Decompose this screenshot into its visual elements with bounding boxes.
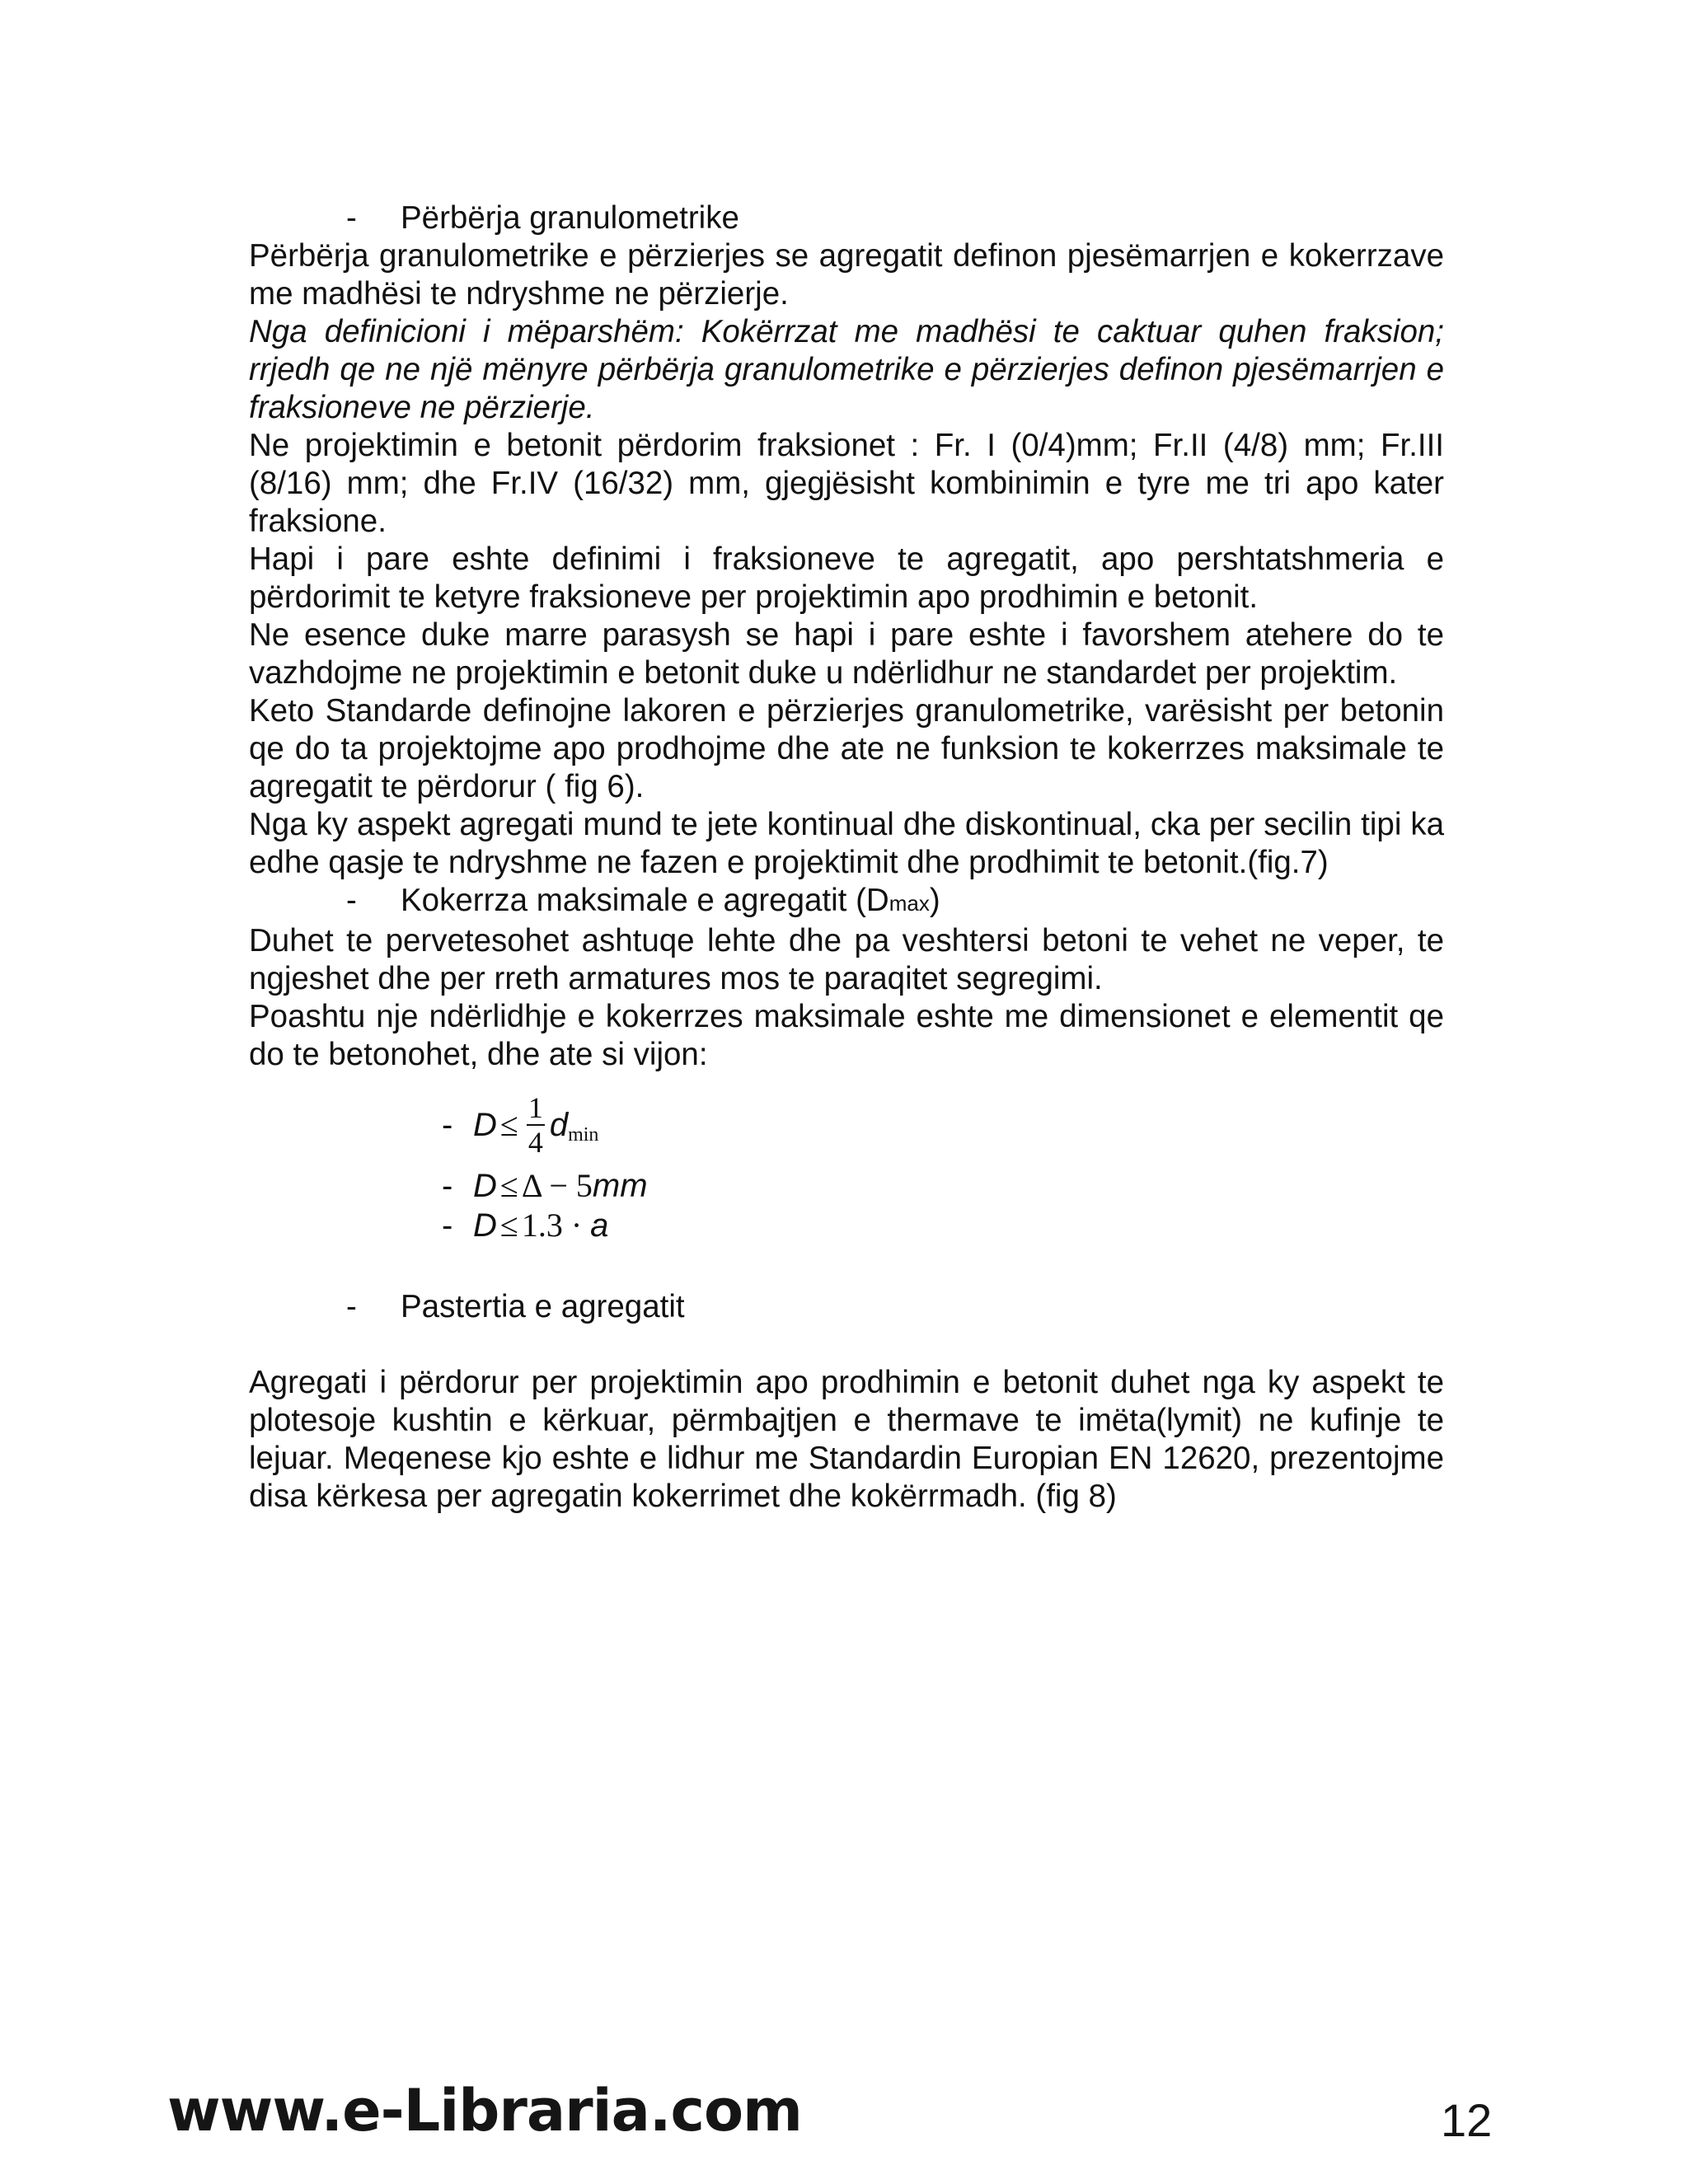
paragraph: Përbërja granulometrike e përzierjes se agregatit definon pjesëmarrjen e kokerrzave me madhësi te ndryshme ne përzierje. [249,238,1444,312]
formula-1: - D ≤ $\frac{1}{4}$ d min [442,1091,599,1159]
page-number: 12 [1441,2094,1493,2146]
bullet-dash: - [346,883,357,918]
page-body [249,199,1444,1516]
spacer [249,1326,1444,1364]
paragraph: Agregati i përdorur per projektimin apo prodhimin e betonit duhet nga ky aspekt te plotesoje kushtin e kërkuar, përmbajtjen e thermave te imëta(lymit) ne kufinje te lejuar. Meqenese kjo eshte e lidhur me Standardin Europian EN 12620, prezentojme disa kërkesa per agregatin kokerrimet dhe kokërrmadh. (fig 8) [249,1365,1444,1514]
paragraph: Keto Standarde definojne lakoren e përzierjes granulometrike, varësisht per betonin qe do ta projektojme apo prodhojme dhe ate ne funksion te kokerrzes maksimale te agregatit te përdorur ( fig 6). [249,693,1444,804]
formula-list [249,1084,1444,1245]
paragraph: Hapi i pare eshte definimi i fraksioneve te agregatit, apo pershtatshmeria e përdorimit te ketyre fraksioneve per projektimin apo prodhimin e betonit. [249,541,1444,615]
bullet-granulometric-composition [249,199,1444,237]
italic-paragraph: Nga definicioni i mëparshëm: Kokërrzat me madhësi te caktuar quhen fraksion; rrjedh qe ne një mënyre përbërja granulometrike e përzierjes definon pjesëmarrjen e fraksioneve ne përzierje. [249,314,1444,425]
bullet-aggregate-cleanliness [249,1288,1444,1326]
bullet-text: Përbërja granulometrike [401,200,739,236]
fraction: $\frac{1}{4}$ [528,1091,543,1159]
bullet-dash: - [346,1289,357,1324]
formula-2: - D ≤ Δ − 5 mm [442,1167,648,1204]
paragraph: Ne projektimin e betonit përdorim fraksionet : Fr. I (0/4)mm; Fr.II (4/8) mm; Fr.III (8/16) mm; dhe Fr.IV (16/32) mm, gjegjësisht kombinimin e tyre me tri apo kater fraksione. [249,428,1444,539]
bullet-max-grain [249,882,1444,922]
footer-website: www.e-Libraria.com [167,2077,802,2144]
bullet-dash: - [346,200,357,236]
bullet-text: Kokerrza maksimale e agregatit (Dmax) [401,883,940,918]
spacer [249,1250,1444,1288]
paragraph: Duhet te pervetesohet ashtuqe lehte dhe pa veshtersi betoni te vehet ne veper, te ngjeshet dhe per rreth armatures mos te paraqitet segregimi. [249,923,1444,996]
formula-3: - D ≤ 1.3 · a [442,1207,609,1244]
bullet-text: Pastertia e agregatit [401,1289,685,1324]
paragraph: Nga ky aspekt agregati mund te jete kontinual dhe diskontinual, cka per secilin tipi ka edhe qasje te ndryshme ne fazen e projektimit dhe prodhimit te betonit.(fig.7) [249,807,1444,880]
paragraph: Poashtu nje ndërlidhje e kokerrzes maksimale eshte me dimensionet e elementit qe do te betonohet, dhe ate si vijon: [249,999,1444,1072]
paragraph: Ne esence duke marre parasysh se hapi i pare eshte i favorshem atehere do te vazhdojme ne projektimin e betonit duke u ndërlidhur ne standardet per projektim. [249,617,1444,691]
